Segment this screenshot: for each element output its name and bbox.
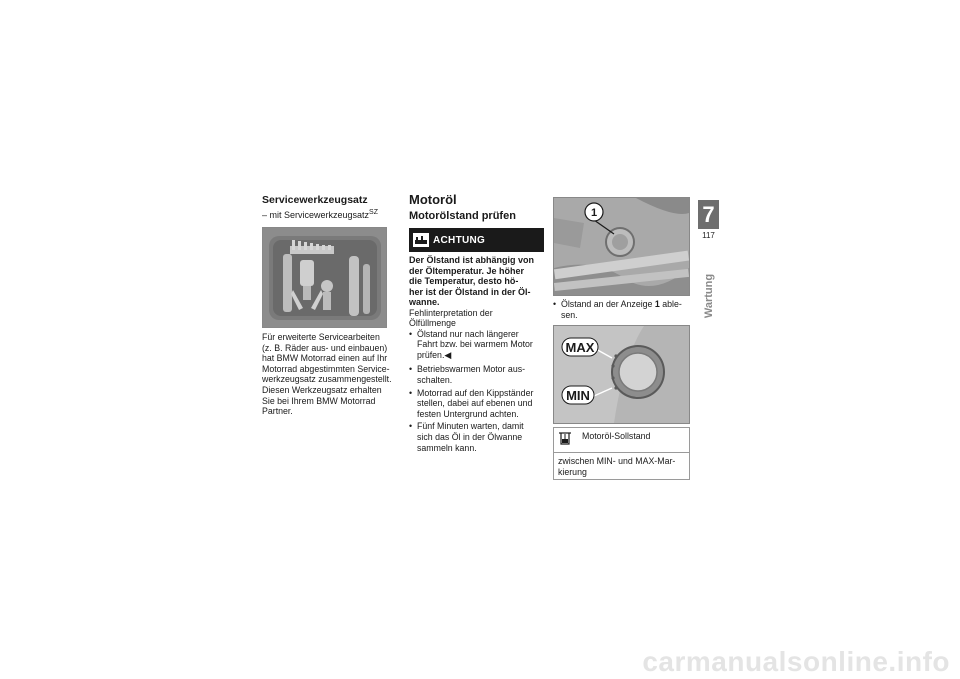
spec-value-line: zwischen MIN- und MAX-Mar- xyxy=(558,456,676,467)
right-column xyxy=(553,197,690,480)
spec-value-line: kierung xyxy=(558,466,587,477)
read-oil-level-step xyxy=(553,299,690,320)
spec-header xyxy=(554,428,689,453)
warning-line: Der Ölstand ist abhängig von xyxy=(409,255,535,265)
body-line: (z. B. Räder aus- und einbauen) xyxy=(262,342,388,353)
warning-line: der Öltemperatur. Je höher xyxy=(409,265,525,276)
oil-level-icon xyxy=(558,431,572,447)
oil-level-spec-box xyxy=(553,427,690,480)
list-item-line: sammeln kann. xyxy=(417,442,477,453)
consequence-line: Ölfüllmenge xyxy=(409,318,456,329)
watermark: carmanualsonline.info xyxy=(642,646,950,677)
bullet-icon: • xyxy=(409,421,413,432)
body-line: werkzeugsatz zusammengestellt. xyxy=(262,374,392,385)
warning-label: ACHTUNG xyxy=(433,234,486,246)
procedure-list xyxy=(409,329,544,454)
spec-value xyxy=(554,453,689,479)
list-item-line: Ölstand nur nach längerer xyxy=(417,328,519,339)
list-item-line: Motorrad auf den Kippständer xyxy=(417,387,534,398)
list-item-line: sich das Öl in der Ölwanne xyxy=(417,432,523,443)
list-item xyxy=(409,421,544,453)
list-item-line: prüfen.◀ xyxy=(417,349,452,360)
list-item-line: sen. xyxy=(561,309,578,320)
list-item xyxy=(553,299,690,320)
list-item-line: stellen, dabei auf ebenen und xyxy=(417,398,533,409)
body-line: Für erweiterte Servicearbeiten xyxy=(262,332,380,342)
list-item-line: Fünf Minuten warten, damit xyxy=(417,421,524,432)
subsection-title-check-oil: Motorölstand prüfen xyxy=(409,210,516,222)
min-label: MIN xyxy=(566,388,590,404)
body-line: hat BMW Motorrad einen auf Ihr xyxy=(262,353,388,364)
body-line: Motorrad abgestimmten Service- xyxy=(262,363,390,374)
body-line: Diesen Werkzeugsatz erhalten xyxy=(262,384,382,395)
oil-sight-glass-image xyxy=(553,325,690,424)
warning-banner xyxy=(409,228,544,252)
callout-number: 1 xyxy=(590,207,598,219)
list-item-line: schalten. xyxy=(417,375,453,386)
middle-column xyxy=(409,190,544,455)
warning-text xyxy=(409,255,544,308)
bullet-icon: • xyxy=(409,364,413,375)
list-item-line: festen Untergrund achten. xyxy=(417,408,519,419)
bullet-icon: • xyxy=(409,387,413,398)
list-item xyxy=(409,329,544,361)
list-item-line xyxy=(561,299,682,310)
bullet-icon: • xyxy=(553,299,557,309)
warning-hand-icon xyxy=(413,233,429,247)
consequence-line: Fehlinterpretation der xyxy=(409,307,493,318)
warning-consequence xyxy=(409,308,544,329)
chapter-name: Wartung xyxy=(703,273,715,319)
section-title-toolkit: Servicewerkzeugsatz xyxy=(262,194,368,206)
list-item-line: Betriebswarmen Motor aus- xyxy=(417,364,526,375)
engine-oil-indicator-image xyxy=(553,197,690,296)
equipment-note-text: – mit Servicewerkzeugsatz xyxy=(262,210,370,220)
list-item xyxy=(409,364,544,385)
equipment-note xyxy=(262,207,387,221)
toolkit-image xyxy=(262,227,387,328)
list-item-text: able- xyxy=(659,299,682,309)
warning-line: her ist der Ölstand in der Öl- xyxy=(409,286,531,297)
list-item xyxy=(409,388,544,420)
page-number: 117 xyxy=(702,231,715,240)
warning-line: die Temperatur, desto hö- xyxy=(409,276,519,286)
max-label: MAX xyxy=(565,340,595,356)
equipment-note-sup: SZ xyxy=(369,209,378,216)
list-item-line: Fahrt bzw. bei warmem Motor xyxy=(417,339,533,350)
list-item-text: Ölstand an der Anzeige xyxy=(561,299,655,309)
chapter-number-tab: 7 xyxy=(698,200,719,229)
body-line: Partner. xyxy=(262,406,293,417)
toolkit-description xyxy=(262,332,392,417)
warning-line: wanne. xyxy=(409,297,440,307)
body-line: Sie bei Ihrem BMW Motorrad xyxy=(262,395,376,406)
spec-title: Motoröl-Sollstand xyxy=(582,431,651,442)
section-title-engine-oil: Motoröl xyxy=(409,192,457,207)
bullet-icon: • xyxy=(409,328,413,339)
reference-number: 1 xyxy=(654,299,660,309)
left-column xyxy=(262,190,392,417)
